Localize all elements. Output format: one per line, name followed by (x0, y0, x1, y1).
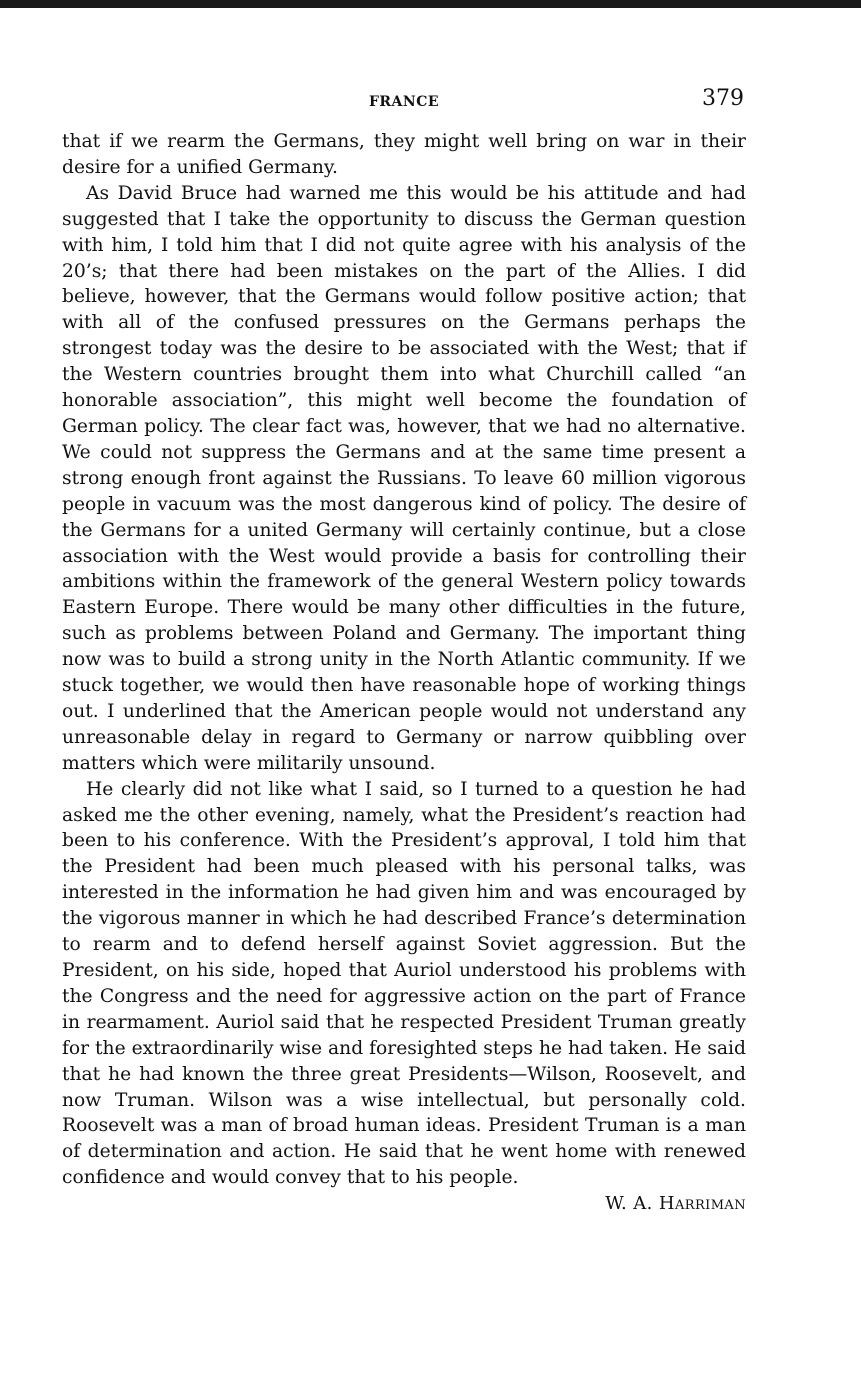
paragraph-bruce-german-question: As David Bruce had warned me this would be his attitude and had suggested that I take the opportunity to discuss the German question with him, I told him that I did not quite agree with his analysis of the 20’s; that there had been mistakes on the part of the Allies. I did believe, however, that the Germans would follow positive action; that with all of the confused pressures on the Germans perhaps the strongest today was the desire to be associated with the West; that if the Western countries brought them into what Churchill called “an honorable association”, this might well become the foundation of German policy. The clear fact was, however, that we had no alternative. We could not suppress the Germans and at the same time present a strong enough front against the Russians. To leave 60 million vigorous people in vacuum was the most dangerous kind of policy. The desire of the Germans for a united Germany will certainly continue, but a close association with the West would provide a basis for controlling their ambitions within the framework of the general Western policy towards Eastern Europe. There would be many other difficulties in the future, such as problems between Poland and Germany. The important thing now was to build a strong unity in the North Atlantic community. If we stuck together, we would then have reasonable hope of working things out. I underlined that the American people would not understand any unreasonable delay in regard to Germany or narrow quibbling over matters which were militarily unsound. (62, 182, 746, 774)
running-header (62, 86, 746, 116)
document-body (62, 129, 746, 1217)
page-number: 379 (702, 86, 744, 111)
running-title: FRANCE (368, 94, 440, 110)
paragraph-continuation: that if we rearm the Germans, they might well bring on war in their desire for a unified Germany. (62, 131, 746, 178)
paragraph-president-reaction: He clearly did not like what I said, so I turned to a question he had asked me the other evening, namely, what the President’s reaction had been to his conference. With the President’s approval, I told him that the President had been much pleased with his personal talks, was interested in the information he had given him and was encouraged by the vigorous manner in which he had described France’s determination to rearm and to defend herself against Soviet aggression. But the President, on his side, hoped that Auriol understood his problems with the Congress and the need for aggressive action on the part of France in rearmament. Auriol said that he respected President Truman greatly for the extraordinarily wise and foresighted steps he had taken. He said that he had known the three great Presidents—Wilson, Roosevelt, and now Truman. Wilson was a wise intellectual, but personally cold. Roosevelt was a man of broad human ideas. President Truman is a man of determination and action. He said that he went home with renewed confidence and would convey that to his people. (62, 778, 746, 1189)
signature (62, 1191, 746, 1217)
top-border-rule (0, 0, 861, 8)
signature-name: W. A. Harriman (605, 1193, 746, 1215)
